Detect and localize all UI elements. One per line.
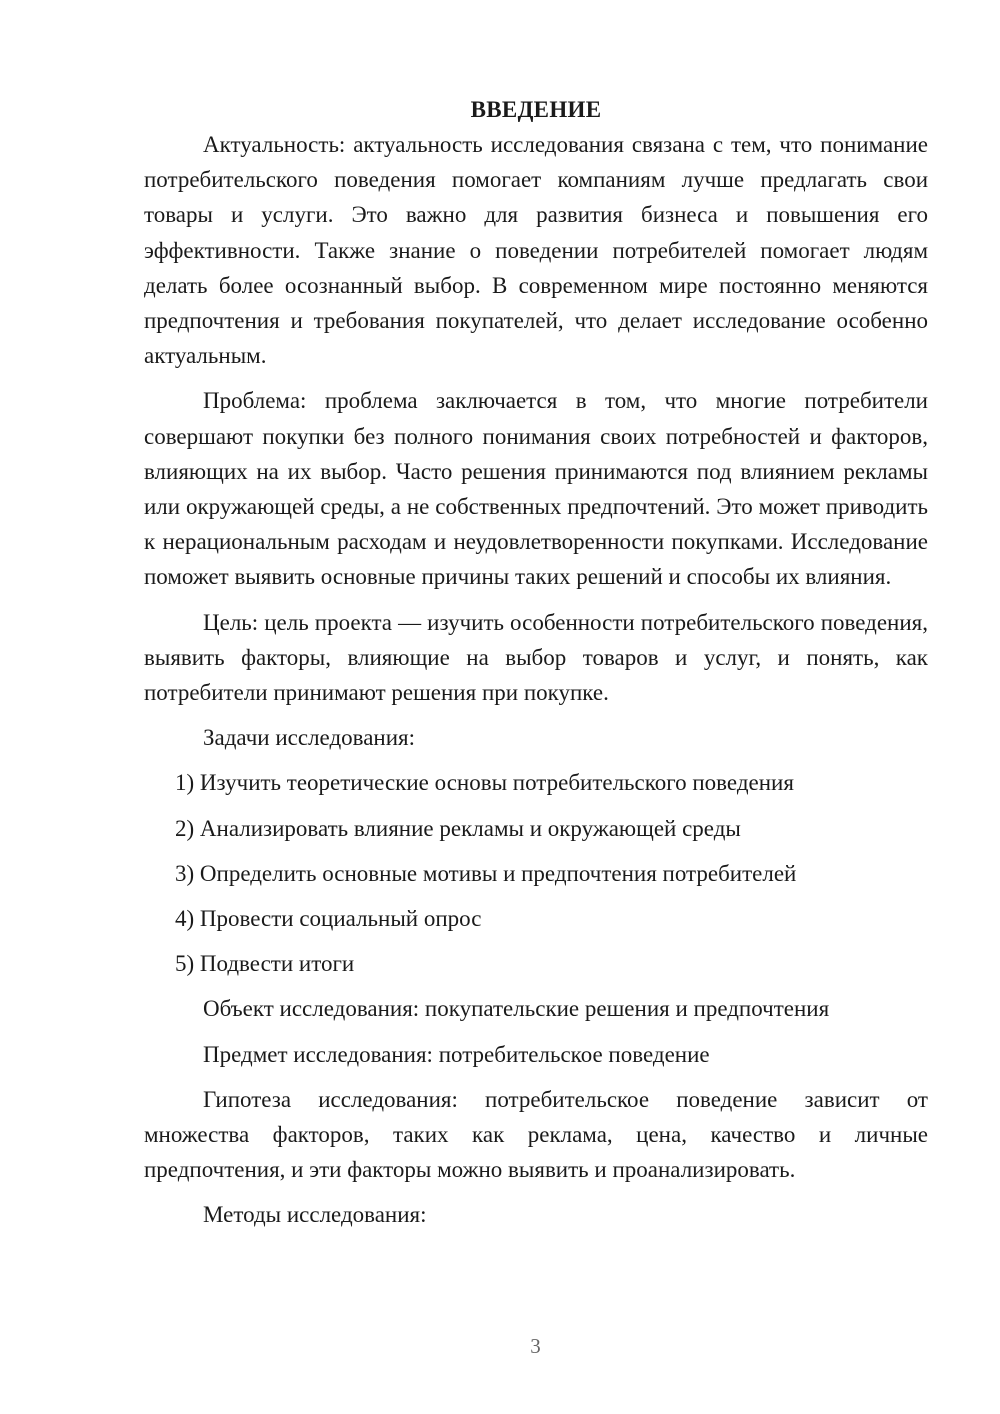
- page-number: 3: [530, 1334, 541, 1358]
- list-item: 2) Анализировать влияние рекламы и окружающей среды: [175, 815, 741, 841]
- paragraph-goal: Цель: цель проекта — изучить особенности потребительского поведения, выявить факторы, влияющие на выбор товаров и услуг, и понять, как потребители принимают решения при покупке.: [144, 609, 928, 706]
- paragraph-relevance: Актуальность: актуальность исследования связана с тем, что понимание потребительского поведения помогает компаниям лучше предлагать свои товары и услуги. Это важно для развития бизнеса и повышения его эффективности. Также знание о поведении потребителей помогает людям делать более осознанный выбор. В современном мире постоянно меняются предпочтения и требования покупателей, что делает исследование особенно актуальным.: [144, 132, 928, 369]
- list-item: 3) Определить основные мотивы и предпочтения потребителей: [175, 860, 797, 886]
- paragraph-hypothesis: Гипотеза исследования: потребительское поведение зависит от множества факторов, таких как реклама, цена, качество и личные предпочтения, и эти факторы можно выявить и проанализировать.: [144, 1086, 928, 1183]
- methods-heading: Методы исследования:: [203, 1202, 427, 1228]
- tasks-heading: Задачи исследования:: [203, 725, 416, 751]
- paragraph-object: Объект исследования: покупательские решения и предпочтения: [203, 996, 830, 1022]
- list-item: 4) Провести социальный опрос: [175, 906, 482, 932]
- section-title: ВВЕДЕНИЕ: [470, 97, 602, 122]
- list-item: 1) Изучить теоретические основы потребительского поведения: [175, 770, 794, 796]
- list-item: 5) Подвести итоги: [175, 951, 355, 977]
- document-page: [144, 92, 928, 1243]
- paragraph-problem: Проблема: проблема заключается в том, что многие потребители совершают покупки без полного понимания своих потребностей и факторов, влияющих на их выбор. Часто решения принимаются под влиянием рекламы или окружающей среды, а не собственных предпочтений. Это может приводить к нерациональным расходам и неудовлетворенности покупками. Исследование поможет выявить основные причины таких решений и способы их влияния.: [144, 388, 928, 590]
- paragraph-subject: Предмет исследования: потребительское поведение: [203, 1041, 710, 1067]
- tasks-list: [144, 765, 928, 981]
